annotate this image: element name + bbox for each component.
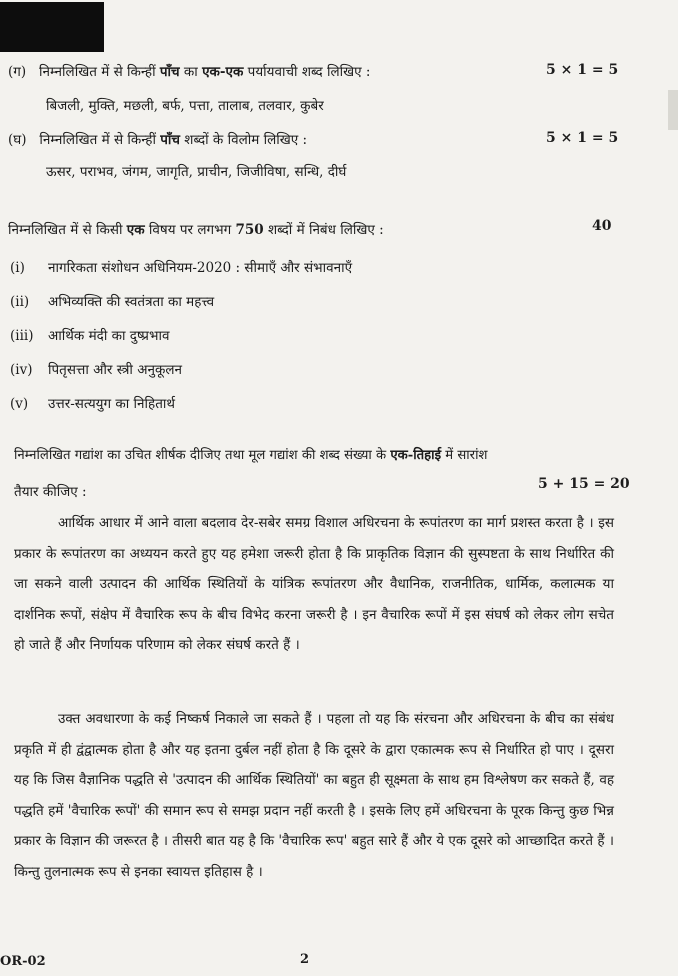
prompt-text: शब्दों में निबंध लिखिए : xyxy=(263,222,384,238)
option-number: (ii) xyxy=(10,294,30,310)
prompt-bold: पाँच xyxy=(160,132,180,148)
essay-option xyxy=(10,360,182,380)
prompt-text: निम्नलिखित गद्यांश का उचित शीर्षक दीजिए तथा मूल गद्यांश की शब्द संख्या के xyxy=(14,448,391,463)
option-text: उत्तर-सत्ययुग का निहितार्थ xyxy=(48,396,176,412)
prompt-text: का xyxy=(179,64,203,80)
prompt-text: पर्यायवाची शब्द लिखिए : xyxy=(243,64,371,80)
essay-option xyxy=(10,258,352,278)
essay-option xyxy=(10,394,175,414)
precis-passage-paragraph-2 xyxy=(14,704,614,887)
marks-precis: 5 + 15 = 20 xyxy=(538,476,630,492)
question-label: (ग) xyxy=(8,64,27,80)
paper-code: OR-02 xyxy=(0,954,46,969)
scan-edge-mark xyxy=(668,90,678,130)
prompt-bold: एक-तिहाई xyxy=(390,448,442,463)
precis-prompt xyxy=(14,446,487,466)
prompt-text: निम्नलिखित में से किसी xyxy=(8,222,127,238)
option-number: (i) xyxy=(10,260,25,276)
precis-prompt-line2: तैयार कीजिए : xyxy=(14,484,87,500)
option-text: पितृसत्ता और स्त्री अनुकूलन xyxy=(48,362,183,378)
passage-text: आर्थिक आधार में आने वाला बदलाव देर-सबेर समग्र विशाल अधिरचना के रूपांतरण का मार्ग प्रशस्त करता है । इस प्रकार के रूपांतरण का अध्ययन करते हुए यह हमेशा जरूरी होता है कि प्राकृतिक विज्ञान की सुस्पष्टता के साथ निर्धारित की जा सकने वाली उत्पादन की आर्थिक स्थितियों के यांत्रिक रूपांतरण और वैधानिक, राजनीतिक, धार्मिक, कलात्मक या दार्शनिक रूपों, संक्षेप में वैचारिक रूप के बीच विभेद करना जरूरी है । इन वैचारिक रूपों में इस संघर्ष को लेकर लोग सचेत हो जाते हैं और निर्णायक परिणाम को लेकर संघर्ष करते हैं । xyxy=(14,515,614,653)
option-number: (iii) xyxy=(10,328,34,344)
redaction-block xyxy=(0,2,104,52)
question-ga-prompt xyxy=(8,62,370,82)
page-number: 2 xyxy=(300,952,310,967)
prompt-text: निम्नलिखित में से किन्हीं xyxy=(39,64,160,80)
prompt-text: में सारांश xyxy=(441,448,488,463)
essay-option xyxy=(10,326,169,346)
option-text: आर्थिक मंदी का दुष्प्रभाव xyxy=(48,328,170,344)
prompt-text: विषय पर लगभग xyxy=(144,222,236,238)
prompt-text: निम्नलिखित में से किन्हीं xyxy=(39,132,161,148)
prompt-bold: एक-एक xyxy=(202,64,244,80)
question-gha-prompt xyxy=(8,130,307,150)
prompt-text: शब्दों के विलोम लिखिए : xyxy=(180,132,308,148)
essay-option xyxy=(10,292,214,312)
prompt-bold: 750 xyxy=(235,222,264,238)
question-ga-words: बिजली, मुक्ति, मछली, बर्फ, पत्ता, तालाब, तलवार, कुबेर xyxy=(46,98,324,114)
prompt-bold: एक xyxy=(126,222,145,238)
question-label: (घ) xyxy=(8,132,27,148)
marks-essay: 40 xyxy=(592,218,612,234)
precis-passage-paragraph-1 xyxy=(14,508,614,661)
marks-gha: 5 × 1 = 5 xyxy=(546,130,619,146)
marks-ga: 5 × 1 = 5 xyxy=(546,62,619,78)
option-number: (iv) xyxy=(10,362,33,378)
prompt-bold: पाँच xyxy=(159,64,180,80)
question-gha-words: ऊसर, पराभव, जंगम, जागृति, प्राचीन, जिजीविषा, सन्धि, दीर्घ xyxy=(46,164,347,180)
essay-prompt xyxy=(8,220,384,240)
option-text: अभिव्यक्ति की स्वतंत्रता का महत्त्व xyxy=(48,294,215,310)
option-text: नागरिकता संशोधन अधिनियम-2020 : सीमाएँ और संभावनाएँ xyxy=(48,260,353,276)
option-number: (v) xyxy=(10,396,29,412)
passage-text: उक्त अवधारणा के कई निष्कर्ष निकाले जा सकते हैं । पहला तो यह कि संरचना और अधिरचना के बीच का संबंध प्रकृति में ही द्वंद्वात्मक होता है और यह इतना दुर्बल नहीं होता है कि दूसरे के द्वारा एकात्मक रूप से निर्धारित हो पाए । दूसरा यह कि जिस वैज्ञानिक पद्धति से 'उत्पादन की आर्थिक स्थितियों' का बहुत ही सूक्ष्मता के साथ हम विश्लेषण कर सकते हैं, वह पद्धति हमें 'वैचारिक रूपों' की समान रूप से समझ प्रदान नहीं करती है । इसके लिए हमें अधिरचना के पूरक किन्तु कुछ भिन्न प्रकार के विज्ञान की जरूरत है । तीसरी बात यह है कि 'वैचारिक रूप' बहुत सारे हैं और ये एक दूसरे को आच्छादित करते हैं । किन्तु तुलनात्मक रूप से इनका स्वायत्त इतिहास है । xyxy=(14,711,614,880)
